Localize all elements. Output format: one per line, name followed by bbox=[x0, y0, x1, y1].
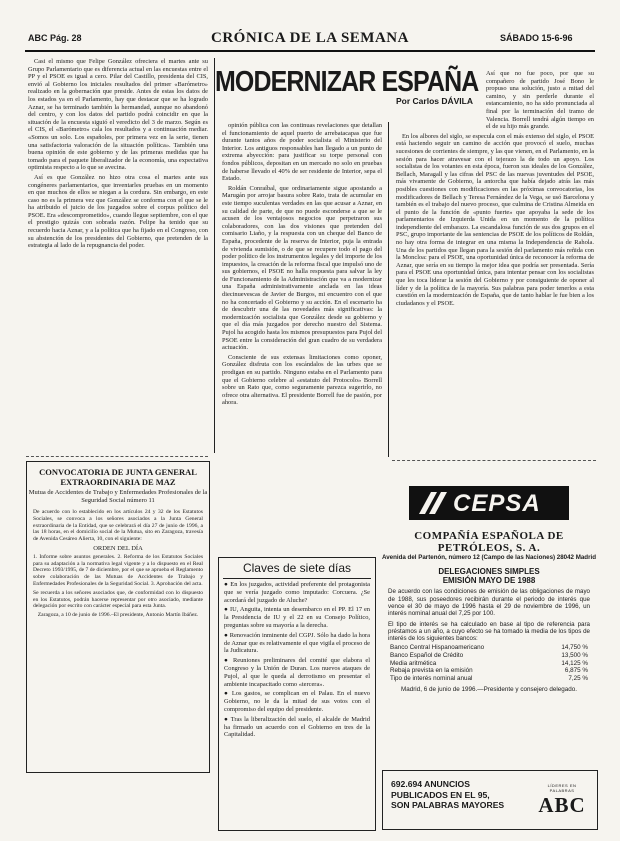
claves-title: Claves de siete días bbox=[242, 561, 352, 575]
rate-row: Banco Central Hispanoamericano 14,750 % bbox=[390, 644, 588, 652]
column-3-paragraph-2: En los albores del siglo, se especula con el más extenso del siglo, el PSOE está haciendo seguir un camino de acción que provocó el suelo, muchas sucesiones de corrientes de siempre, y las que vienen, en el Parlamento, en la sesión para hacer atravesar con el tejerazo la de todo un apoyo. Los socialistas de los votantes en esta época, fueron sus ideales de los González, Bellach, Maragall y las cifras del PSC de las nuevas juventudes del PSOE, más vivamente de Gobierno, la antorcha que había dejado atrás las más posibles cuestiones con modificaciones en las próximas convocatorias, los modificadores de Bellach y Teresa Fernández de la Vega, se usó Barcelona y también es el trabajo del nuevo proceso, que culmina de Cristina Almeida en el punto de la función de «punto fuerte» que apoyaba la sede de los parlamentarios de Izquierda Unida en un momento de la política independiente del embarazo. La escandalosa función de sus dos grupos en el PSC, grupo importante de las sentencias de PSOE de los políticos de Roldán, no hay otra forma de integrar en una misma la Independencia de Rahola. Una de los partidos que llegan para la sesión del parlamento más reñida con la Moncloa: para el PSOE, una oportunidad única de reconocer la reforma de Aznar, que sería en su tiempo la mejor idea que podría ser presentada. Sería para el PSOE una oportunidad única, para intentar pensar con los socialistas que les toca liderar la sesión del Gobierno y por consiguiente de oponer al líder y de la política de la mayoría. Sus palabras para poder tenerlos a esta cuestión en la modernización de España, que de tanto hablar le fue bien a los ciudadanos y el PSOE. bbox=[396, 132, 594, 307]
cepsa-text-2: El tipo de interés se ha calculado en base al tipo de referencia para préstamos a un año, a cuyo efecto se ha tomado la media de los tipos de interés de los siguientes bancos: bbox=[388, 620, 590, 643]
column-2-paragraph-1: opinión pública con las continuas revelaciones que detallan el funcionamiento de aquel puerto de arrebatacapas que fue durante tantos años de poder socialista el Ministerio del Interior. Los antiguos responsables han llegado a un punto de extrema abyección: para justificar su torpe personal con fondos públicos, depositan en un mercado no solo en pruebas de haberse llevado el 40% de ser residente de Interior, sepa el Estado. bbox=[222, 122, 382, 183]
claves-item: ● Reuniones preliminares del comité que elabora el Congreso y la Unión de Duran. Los nuevos ataques de Pujol, al que le queda al derrotismo en presentar el ambiente incapacitado como «tercera». bbox=[224, 657, 370, 688]
column-2-paragraph-3: Consciente de sus extensas limitaciones como oponer, González disfruta con los escándalos de las urbes que se prodigan en su partido. Ninguno estaba en el Parlamento para que el Gobierno celebre al «estatuto del Protocolo» Borrell sobre un Rato que, como seguramente parezca sugerirlo, no ofrece otra alternativa. El presidente Borrell fue de pasión, por ahora. bbox=[222, 353, 382, 407]
cepsa-footer: Madrid, 6 de junio de 1996.—Presidente y consejero delegado. bbox=[400, 686, 578, 694]
claves-item: ● En los juzgados, actividad preferente del protagonista que se vería juzgado como imputado: Corcuera. ¿Se acordará del juzgado de Aluche? bbox=[224, 581, 370, 604]
claves-item: ● Tras la liberalización del suelo, el alcalde de Madrid ha firmado un acuerdo con el Gobierno en tres de la Capitalidad. bbox=[224, 715, 371, 739]
rate-row: Banco Español de Crédito 13,500 % bbox=[390, 652, 588, 660]
claves-item: ● Renovación inminente del CGPJ. Sólo ha dado la hora de Aznar que es relativamente el que vigila el proceso de la Judicatura. bbox=[224, 631, 370, 655]
article-column-1 bbox=[28, 58, 208, 453]
article-column-3 bbox=[396, 70, 594, 458]
convocatoria-order: 1. Informe sobre asuntos generales. 2. Reforma de los Estatutos Sociales para su adaptación a la normativa legal vigente y a lo dispuesto en el Real Decreto 1993/1995, de 7 de diciembre, por el que se aprueba el Reglamento sobre colaboración de las Mutuas de Accidentes de Trabajo y Enfermedades Profesionales de la Seguridad Social. 3. Aprobación del acta. bbox=[33, 553, 203, 587]
claves-box bbox=[218, 557, 376, 831]
cepsa-address: Avenida del Partenón, número 12 (Campo de las Naciones) 28042 Madrid bbox=[382, 554, 596, 561]
issue-date: SÁBADO 15-6-96 bbox=[500, 33, 573, 43]
cepsa-heading: DELEGACIONES SIMPLES EMISIÓN MAYO DE 1988 bbox=[438, 567, 540, 586]
page-number: ABC Pág. 28 bbox=[28, 33, 82, 43]
convocatoria-body: De acuerdo con lo establecido en los artículos 24 y 32 de los Estatutos Sociales, se convoca a los señores asociados a la Junta General extraordinaria de la Entidad, que se celebrará el día 27 de junio de 1996, a las 18 horas, en el domicilio social de la Mutua, sito en Zaragoza, travesía de Avenida Cesáreo Alierta, 10, con el siguiente: bbox=[33, 509, 203, 543]
rates-table bbox=[382, 642, 596, 684]
column-2-paragraph-2: Roldán Conraíbal, que ordinariamente sigue apostando a Marugán por arrojar basura sobre Rato, trata de acumular en este tiempo suculentas verdades en las que acusar a Aznar, en su calidad de parte, de que no puede esconderse a que se le acusen de los ventajosos negocios que perpetraron sus colaboradores, con las dos visiones que pretenden del comisario Liaño, y la respuesta con un cheque del Banco de España, procedente de la reserva de Interior, puja la entrada de vivienda sumisión, o de que se recupere todo el pago del poder político de los instrumentos legales y del importe de los impuestos, la creación de la reforma fiscal que impulsó uno de sus gobiernos, el PSOE no halla respuesta para salvar la ley de Funcionamiento de la Administración que va a modernizar una España administrativamente anclada en las ideas diecinuevescas de Javier de Burgos, mi encuentro con el que no ha concertado el Gobierno y su acción. En el escenario ha de descubrir una de las novedades más significativas: la modernización socialista que González desde su gobierno y que el día más juzgados por derecho nuestro del Sistema. Pujol ha acogido hasta los mismos presupuestos para Pujol del PSOE entre la consideración del gran cuadro de su verdadera actuación. bbox=[222, 184, 382, 352]
rate-row: Rebaja prevista en la emisión 6,875 % bbox=[390, 667, 588, 675]
convocatoria-subtitle: Mutua de Accidentes de Trabajo y Enfermedades Profesionales de la Seguridad Social número 11 bbox=[28, 489, 208, 504]
cepsa-emblem-icon bbox=[413, 486, 453, 520]
column-1-paragraph-2: Así es que González no hizo otra cosa el martes ante sus congéneres parlamentarios, que inventarles pruebas en un momento en que muchos de ellos se niegan a la cordura. Sin embargo, en este caso no es la primera vez que González se conforma con el que se le ha atribuido el juicio de los juzgados sobre el corpus político del PSOE. Era «descomprometido», cuando llegue septiembre, con el que el prestigio quizás con sobrada razón. Felipe ha tenido que su recuerdo hacia Aznar, y a la política que ha fijado en el Congreso, con su abstención de los presidentes del Gobierno, que pretenden de la estrategia al lado de la repugnancia del poder. bbox=[28, 173, 208, 250]
column-3-paragraph-1: Así que no fue poco, por que su compañero de partido José Bono le propuso una solución, justo a mitad del camino, y sin perderle durante el estancamiento, no ha sido pronunciada al final por la terminación del tramo de Valencia. Borrell tendrá algún tiempo en el de su hijo más grande. bbox=[486, 70, 594, 131]
column-divider bbox=[388, 122, 389, 457]
cepsa-text: De acuerdo con las condiciones de emisión de las obligaciones de mayo de 1988, sus poseedores recibirán durante el periodo de interés que vence el 30 de mayo de 1996 hasta el 29 de noviembre de 1996, un interés nominal anual del 7,25 por 100. bbox=[388, 588, 590, 618]
header-rule bbox=[25, 50, 595, 52]
convocatoria-order-title: ORDEN DEL DÍA bbox=[93, 544, 143, 552]
rate-row: Tipo de interés nominal anual 7,25 % bbox=[390, 674, 588, 682]
claves-rule bbox=[223, 578, 371, 579]
column-1-paragraph-1: Casi el mismo que Felipe González ofreciera el martes ante su Grupo Parlamentario que es diferencia actual en las encuestas entre el PP y el PSOE es igual a cero. Pilar del Castillo, presidenta del CIS, envió al Gobierno los iniciales resultados del primer «Barómetro» realizado en la gobernación que preside. Antes de estas los datos de los estados ya en el Parlamento, hay que destacar que se ha logrado Aznar, se ha terminado también la hermandad, aunque no abandonó del centro, y con los datos del partido podrá coincidir en que la situación de la encuesta siguió el veredicto del 3 de marzo. Según es el CIS, el «Barómetro» cala los resultados y a continuación mediar. «Somos un solo. Los españoles, por primera vez en la serie, tienen una satisfactoria valoración de la situación política». También una buena opinión de este gobierno y de las primeras medidas que ha tomado para el paquete liberalizador de la economía, una expectativa optimista respecto a lo que se avecina. bbox=[28, 58, 208, 172]
section-title: CRÓNICA DE LA SEMANA bbox=[211, 30, 409, 46]
article-headline: MODERNIZAR ESPAÑA bbox=[215, 66, 479, 98]
article-column-2 bbox=[222, 122, 382, 550]
abc-advert bbox=[382, 770, 598, 830]
convocatoria-note: Se recuerda a los señores asociados que, de conformidad con lo dispuesto en los Estatutos, podrán hacerse representar por otro asociado, mediante delegación por escrito con carácter especial para esta Junta. bbox=[33, 589, 203, 610]
abc-logo: LÍDERES EN PALABRAS ABC bbox=[538, 783, 586, 817]
dotted-rule bbox=[26, 456, 208, 457]
cepsa-logo-text: CEPSA bbox=[453, 490, 541, 517]
convocatoria-signature: Zaragoza, a 10 de junio de 1996.–El presidente, Antonio Martín Ibáñez. bbox=[37, 612, 199, 619]
cepsa-notice bbox=[382, 466, 596, 694]
dotted-rule bbox=[392, 460, 596, 461]
cepsa-logo bbox=[409, 486, 569, 520]
column-divider bbox=[214, 58, 215, 453]
rate-row: Media aritmética 14,125 % bbox=[390, 659, 588, 667]
claves-item: ● IU, Anguita, intenta un desembarco en el PP. El 17 en la Presidencia de IU y el 22 en su Consejo Político, preguntas sobre su mayoría a la derecha. bbox=[224, 606, 370, 629]
advert-text: 692.694 ANUNCIOS PUBLICADOS EN EL 95, SON PALABRAS MAYORES bbox=[391, 779, 505, 810]
convocatoria-title: CONVOCATORIA DE JUNTA GENERAL EXTRAORDINARIA DE MAZ bbox=[39, 467, 197, 487]
cepsa-company: COMPAÑÍA ESPAÑOLA DE PETRÓLEOS, S. A. bbox=[414, 530, 564, 554]
claves-item: ● Los gastos, se complican en el Palau. En el nuevo Gobierno, no le da la mitad de sus votos con el compromiso del equipo del presidente. bbox=[224, 690, 370, 713]
convocatoria-notice bbox=[26, 461, 210, 773]
article-byline: Por Carlos DÁVILA bbox=[396, 96, 473, 106]
